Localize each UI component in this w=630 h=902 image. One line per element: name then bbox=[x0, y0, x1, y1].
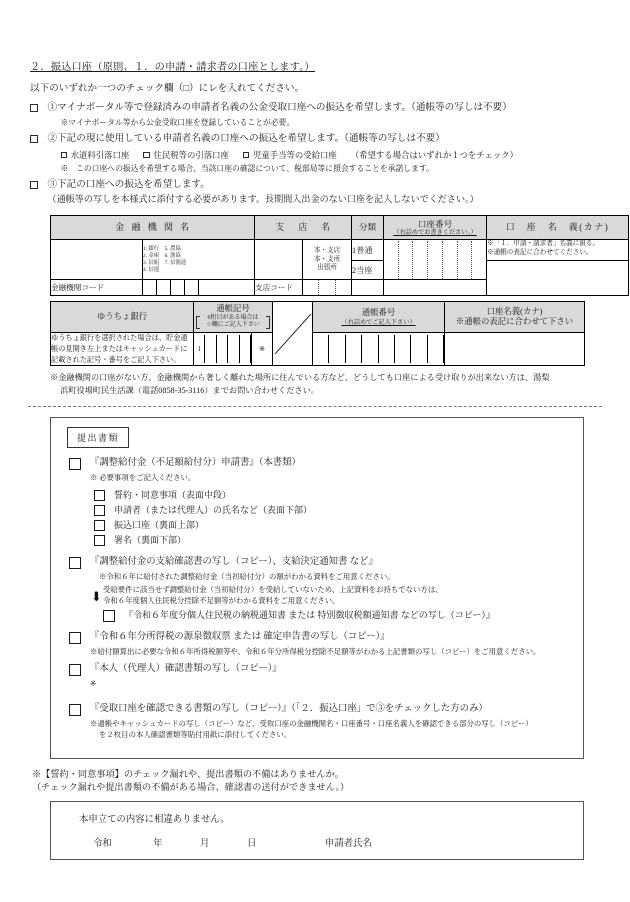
sub-option-water-bill-label: 水道料引落口座 bbox=[70, 151, 130, 161]
document-item-4[interactable] bbox=[61, 663, 573, 689]
institution-type-2: 2. 金庫 6. 漁協 bbox=[143, 252, 181, 259]
option-2-label: ②下記の現に使用している申請者名義の口座への振込を希望します。（通帳等の写しは不要） bbox=[47, 133, 445, 145]
document-1-subcheck-1-label: 誓約・同意事項（表面中段） bbox=[114, 489, 232, 500]
yucho-diagonal-cell bbox=[273, 302, 313, 366]
contact-note bbox=[50, 372, 590, 397]
document-1-subcheck-2-label: 申請者（または代理人）の氏名など（表面下部） bbox=[114, 504, 313, 515]
checkbox-child-allowance[interactable] bbox=[243, 152, 249, 158]
checkbox-document-3[interactable] bbox=[69, 632, 81, 644]
section-lead-instruction: 以下のいずれか一つのチェック欄（□）にレを入れてください。 bbox=[30, 83, 305, 94]
category-spare-cell bbox=[352, 280, 384, 296]
institution-name-input[interactable] bbox=[51, 240, 143, 280]
declaration-statement: 本申立ての内容に相違ありません。 bbox=[79, 815, 230, 826]
yucho-passbook-symbol-title: 通帳記号 bbox=[216, 304, 250, 314]
yucho-input-row bbox=[51, 332, 585, 365]
document-item-5-note bbox=[90, 718, 573, 740]
branch-code-digit-cells[interactable] bbox=[303, 280, 351, 295]
yucho-passbook-symbol-note: 6桁目がある場合は ☆欄にご記入下さい bbox=[194, 315, 272, 330]
documents-checklist-frame bbox=[50, 417, 584, 759]
option-2-body bbox=[48, 133, 603, 174]
document-item-2-title: 『調整給付金の支給確認書の写し（コピー）、支給決定通知書 など』 bbox=[90, 557, 378, 568]
document-1-subcheck-4-label: 署名（裏面下部） bbox=[114, 535, 187, 546]
institution-code-filler bbox=[199, 280, 255, 296]
yucho-star-cell[interactable]: ※ bbox=[252, 332, 273, 365]
branch-code-label: 支店コード bbox=[255, 280, 303, 296]
document-item-1-note: ※ 必要事項をご記入ください。 bbox=[90, 472, 196, 482]
sub-option-resident-tax[interactable] bbox=[143, 149, 229, 161]
declaration-day-label[interactable]: 日 bbox=[247, 839, 257, 850]
document-item-2-arrow-note bbox=[90, 584, 573, 606]
checkbox-resident-tax-notice[interactable] bbox=[103, 610, 115, 622]
header-institution-name: 金 融 機 関 名 bbox=[51, 215, 255, 240]
document-1-subcheck-4[interactable] bbox=[94, 534, 573, 546]
declaration-era: 令和 bbox=[93, 839, 112, 850]
option-row-1[interactable] bbox=[28, 102, 602, 128]
account-number-input[interactable] bbox=[384, 240, 487, 280]
sub-option-hint: （希望する場合はいずれか１つをチェック） bbox=[350, 151, 519, 161]
checkbox-document-5[interactable] bbox=[69, 704, 81, 716]
checkbox-applicant-name[interactable] bbox=[94, 505, 105, 516]
account-name-input[interactable] bbox=[487, 261, 629, 296]
yucho-account-name-title: 口座名義(カナ) bbox=[486, 306, 543, 316]
bank-account-table bbox=[50, 215, 629, 297]
arrow-text-line-2: 令和６年度個人住民税分控除不足額等がわかる資料をご用意ください。 bbox=[103, 596, 340, 606]
category-touza[interactable]: 2当座 bbox=[352, 261, 384, 280]
option-3-body bbox=[48, 179, 603, 205]
document-1-subcheck-3[interactable] bbox=[94, 519, 573, 531]
institution-type-3: 3. 信組 7. 信漁連 bbox=[143, 259, 187, 266]
yucho-bank-name: ゆうちょ銀行 bbox=[51, 302, 194, 333]
bank-table-header-row bbox=[51, 215, 629, 240]
checkbox-transfer-account[interactable] bbox=[94, 520, 105, 531]
branch-type-list bbox=[303, 240, 352, 280]
warning-line-2: （チェック漏れや提出書類の不備がある場合、確認書の送付ができません。） bbox=[32, 782, 350, 793]
yucho-description: ゆうちょ銀行を選択された場合は、貯金通帳の見開き左上またはキャッシュカードに記載された記号・番号をご記入下さい。 bbox=[51, 332, 194, 365]
yucho-passbook-number-note: （右詰めでご記入下さい） bbox=[341, 318, 416, 326]
sub-option-resident-tax-label: 住民税等の引落口座 bbox=[153, 151, 229, 161]
header-account-number bbox=[384, 215, 487, 240]
option-2-sub-options bbox=[48, 149, 603, 161]
document-item-3-body bbox=[90, 631, 573, 657]
form-content bbox=[28, 58, 610, 860]
declaration-box bbox=[50, 801, 584, 860]
yucho-passbook-number-header bbox=[313, 302, 445, 333]
declaration-year-label[interactable]: 年 bbox=[153, 839, 163, 850]
section-divider bbox=[28, 406, 602, 407]
institution-code-label: 金融機関コード bbox=[51, 280, 143, 296]
checkbox-option-1[interactable] bbox=[30, 104, 38, 112]
institution-type-4: 4. 信連 bbox=[143, 267, 160, 274]
document-item-5-note-line2: を２枚目の本人確認書類等貼付用紙に添付してください。 bbox=[99, 729, 292, 739]
document-1-subcheck-2[interactable] bbox=[94, 504, 573, 516]
option-row-2[interactable] bbox=[28, 133, 602, 174]
document-item-4-note: ※ bbox=[90, 678, 97, 688]
option-1-note: ※マイナポータル等から公金受取口座を登録していることが必要。 bbox=[60, 117, 295, 127]
down-arrow-icon: ⬇ bbox=[91, 589, 102, 605]
option-3-subnote: （通帳等の写しを本様式に添付する必要があります。長期間入出金のない口座を記入しないでください。） bbox=[47, 194, 479, 205]
document-2-nested-check[interactable] bbox=[103, 609, 573, 622]
institution-code-digit-3[interactable] bbox=[171, 280, 185, 296]
account-name-notes bbox=[487, 240, 629, 261]
checkbox-water-bill[interactable] bbox=[61, 152, 67, 158]
document-item-3-note: ※給付額算出に必要な令和６年所得税額等や、令和６年分所得税分控除不足額等がわかる上記書類の写し（コピー）をご用意ください。 bbox=[90, 646, 541, 656]
yucho-symbol-prefix: 1 bbox=[194, 335, 205, 363]
checkbox-resident-tax[interactable] bbox=[143, 152, 149, 158]
document-1-subcheck-3-label: 振込口座（裏面上部） bbox=[114, 519, 205, 530]
institution-code-digit-4[interactable] bbox=[185, 280, 199, 296]
checkbox-document-4[interactable] bbox=[69, 664, 81, 676]
document-item-5[interactable] bbox=[61, 703, 573, 740]
option-3-label: ③下記の口座への振込を希望します。 bbox=[47, 179, 210, 191]
checkbox-option-2[interactable] bbox=[30, 135, 38, 143]
document-item-4-body bbox=[90, 663, 573, 689]
branch-type-1: 本・支店 bbox=[313, 247, 341, 255]
header-branch-name: 支 店 名 bbox=[255, 215, 352, 240]
branch-type-3: 出張所 bbox=[317, 264, 337, 272]
category-futsuu[interactable]: 1普通 bbox=[352, 240, 384, 261]
document-item-2[interactable] bbox=[61, 556, 573, 606]
documents-badge: 提出書類 bbox=[67, 427, 129, 448]
document-item-5-note-line1: ※通帳やキャッシュカードの写し（コピー）など、受取口座の金融機関名・口座番号・口座名義人を確認できる部分の写し（コピー） bbox=[90, 718, 533, 728]
warning-line-1: ※【誓約・同意事項】のチェック漏れや、提出書類の不備はありませんか。 bbox=[32, 768, 344, 779]
account-number-spare-cell bbox=[384, 280, 487, 296]
sub-option-water-bill[interactable] bbox=[61, 149, 130, 161]
checkbox-pledge-consent[interactable] bbox=[94, 490, 105, 501]
branch-type-2: 本・支所 bbox=[313, 255, 341, 263]
document-item-4-title: 『本人（代理人）確認書類の写し（コピー）』 bbox=[90, 664, 282, 675]
sub-option-child-allowance[interactable] bbox=[243, 149, 337, 161]
document-item-1[interactable] bbox=[61, 457, 573, 483]
document-item-1-body bbox=[90, 457, 573, 483]
institution-type-list bbox=[143, 240, 255, 280]
branch-name-input[interactable] bbox=[255, 240, 303, 280]
checkbox-document-2[interactable] bbox=[69, 557, 81, 569]
contact-note-line2: 浜町役場町民生活課（電話0858-35-3116）までお問い合わせください。 bbox=[60, 385, 319, 395]
header-account-name: 口 座 名 義(カナ) bbox=[487, 215, 629, 240]
header-account-number-note: （右詰めでお書きください。） bbox=[393, 228, 477, 236]
yucho-bank-table bbox=[50, 301, 585, 366]
yucho-symbol-digit-cells[interactable] bbox=[194, 335, 251, 363]
branch-code-input[interactable] bbox=[303, 280, 352, 296]
option-1-label: ①マイナポータル等で登録済みの申請者名義の公金受取口座への振込を希望します。（通帳等の写しは不要） bbox=[47, 102, 512, 113]
sub-option-child-allowance-label: 児童手当等の受給口座 bbox=[253, 151, 337, 161]
warning-block bbox=[32, 768, 602, 795]
institution-code-digit-2[interactable] bbox=[157, 280, 171, 296]
checkbox-signature[interactable] bbox=[94, 535, 105, 546]
checkbox-option-3[interactable] bbox=[30, 181, 38, 189]
document-item-2-note: ※令和６年に給付された調整給付金（当初給付分）の額がわかる資料をご用意ください。 bbox=[99, 571, 395, 581]
section-title: ２．振込口座（原則、１．の申請・請求者の口座とします。） bbox=[30, 62, 315, 73]
contact-note-line1: ※金融機関の口座がない方、金融機関から著しく離れた場所に住んでいる方など、どうしても口座による受け取りが出来ない方は、湯梨 bbox=[50, 373, 550, 383]
declaration-applicant-name-label: 申請者氏名 bbox=[325, 839, 372, 850]
institution-code-digit-1[interactable] bbox=[143, 280, 157, 296]
arrow-text-line-1: 受給要件に該当せず調整給付金（当初給付分）を受給していないため、上記資料をお持ちでない方は、 bbox=[103, 585, 443, 595]
institution-type-1: 1. 銀行 5. 農協 bbox=[143, 245, 181, 252]
yucho-number-digit-cells[interactable] bbox=[313, 335, 444, 363]
header-account-number-text: 口座番号 bbox=[417, 218, 453, 229]
option-2-note: ※ この口座への振込を希望する場合、当該口座の確認について、税部局等に照会することを承諾します。 bbox=[60, 164, 434, 174]
yucho-passbook-number-input[interactable] bbox=[313, 332, 445, 365]
declaration-date-row bbox=[51, 835, 583, 849]
header-category: 分類 bbox=[352, 215, 384, 240]
diagonal-slash-icon bbox=[273, 312, 313, 356]
document-2-nested-label: 『令和６年度分個人住民税の納税通知書 または 特別徴収税額通知書 などの写し（コピー）』 bbox=[124, 610, 495, 621]
declaration-month-label[interactable]: 月 bbox=[200, 839, 210, 850]
account-number-digit-cells[interactable] bbox=[384, 241, 486, 279]
yucho-passbook-symbol-input[interactable] bbox=[194, 332, 252, 365]
yucho-account-name-header bbox=[445, 302, 585, 333]
yucho-passbook-symbol-header bbox=[194, 302, 273, 333]
document-item-5-title: 『受取口座を確認できる書類の写し（コピー）』（「２．振込口座」で③をチェックした方のみ） bbox=[90, 703, 488, 714]
document-item-2-body bbox=[90, 556, 573, 606]
account-name-note-1: ※「１．申請・請求者」名義に限る。 bbox=[487, 240, 600, 248]
option-1-body bbox=[48, 102, 603, 128]
account-name-note-2: ※通帳の表記に合わせてください。 bbox=[487, 249, 593, 257]
document-item-5-body bbox=[90, 703, 573, 740]
document-item-2-arrow-text bbox=[103, 584, 573, 606]
yucho-account-name-input[interactable] bbox=[445, 332, 585, 365]
document-item-3[interactable] bbox=[61, 631, 573, 657]
yucho-account-name-note: ※通帳の表記に合わせて下さい bbox=[455, 317, 574, 327]
document-1-subcheck-1[interactable] bbox=[94, 489, 573, 501]
bank-table-input-row-1 bbox=[51, 240, 629, 261]
yucho-header-row bbox=[51, 302, 585, 333]
document-item-3-title: 『令和６年分所得税の源泉徴収票 または 確定申告書の写し（コピー）』 bbox=[90, 632, 390, 643]
option-row-3[interactable] bbox=[28, 179, 602, 205]
document-item-1-title: 『調整給付金（不足額給付分）申請書』（本書類） bbox=[90, 457, 301, 468]
checkbox-document-1[interactable] bbox=[69, 458, 81, 470]
yucho-passbook-number-title: 通帳番号 bbox=[361, 308, 396, 318]
